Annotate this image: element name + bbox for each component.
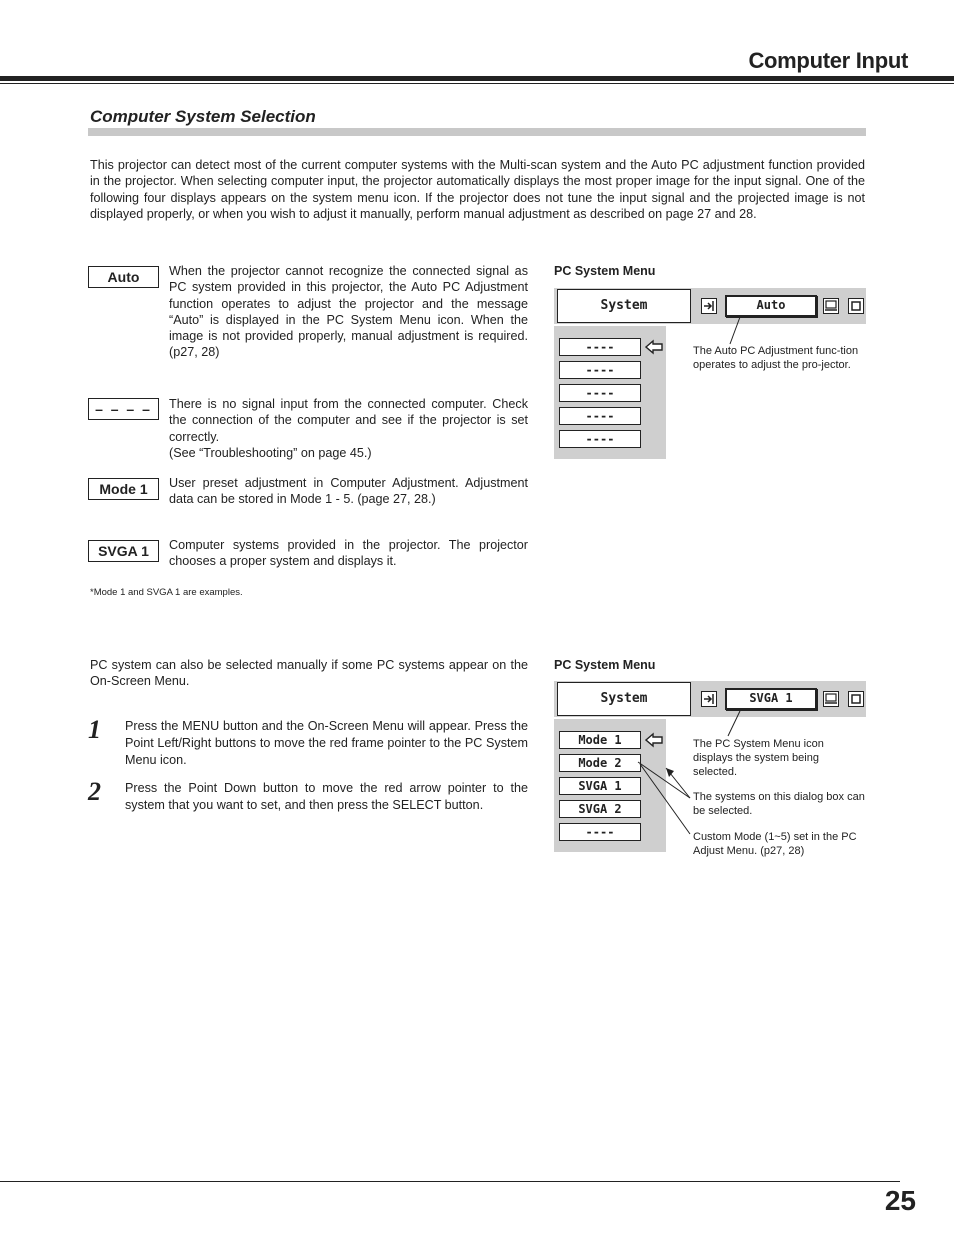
page-number: 25	[884, 1185, 916, 1216]
desc-svga1: Computer systems provided in the projector. The projector chooses a proper system and displays it.	[169, 538, 528, 569]
desc-no-signal-main: There is no signal input from the connected computer. Check the connection of the computer and see if the projector is set correctly.	[169, 397, 528, 444]
menu2-pc-adjust-icon	[823, 691, 839, 707]
menu2-list-item: ----	[559, 823, 641, 841]
desc-auto: When the projector cannot recognize the connected signal as PC system provided in this projector, the Auto PC Adjustment function operates to adjust the projector and the message “Auto” is displayed in the PC System Menu icon. When the image is not provided properly, manual adjustment is required. (p27, 28)	[169, 264, 528, 360]
footer-rule	[0, 1181, 900, 1182]
menu2-screen-icon	[848, 691, 864, 707]
menu2-system-value: SVGA 1	[725, 688, 817, 710]
menu1-list-item: ----	[559, 430, 641, 448]
menu2-list-item: Mode 1	[559, 731, 641, 749]
menu1-list-item: ----	[559, 338, 641, 356]
step-2-text: Press the Point Down button to move the red arrow pointer to the system that you want to set, and then press the SELECT button.	[125, 781, 528, 812]
key-auto: Auto	[88, 266, 159, 288]
menu1-list-item: ----	[559, 407, 641, 425]
header-rule-thick	[0, 76, 954, 81]
step-1-text: Press the MENU button and the On-Screen Menu will appear. Press the Point Left/Right buttons to move the red frame pointer to the PC System Menu icon.	[125, 719, 528, 767]
menu1-system-label: System	[557, 289, 691, 323]
key-no-signal: – – – –	[88, 398, 159, 420]
desc-no-signal-ref: (See “Troubleshooting” on page 45.)	[169, 445, 372, 460]
desc-no-signal	[169, 396, 528, 461]
menu1-label: PC System Menu	[554, 264, 656, 278]
menu2-icon-callout-line	[726, 710, 742, 738]
menu2-label: PC System Menu	[554, 658, 656, 672]
step-1-number: 1	[88, 715, 101, 744]
menu2-system-label: System	[557, 682, 691, 716]
key-svga1: SVGA 1	[88, 540, 159, 562]
header-rule-thin	[0, 83, 954, 84]
menu1-list-item: ----	[559, 361, 641, 379]
menu2-input-icon	[701, 691, 717, 707]
menu2-list-item: SVGA 2	[559, 800, 641, 818]
menu1-callout-line	[728, 316, 742, 346]
menu1-system-value: Auto	[725, 295, 817, 317]
page-header-title: Computer Input	[748, 48, 908, 73]
menu1-note: The Auto PC Adjustment func-tion operates to adjust the pro-jector.	[693, 345, 859, 371]
menu2-note-custom-mode: Custom Mode (1~5) set in the PC Adjust Menu. (p27, 28)	[693, 831, 857, 857]
menu2-note-icon: The PC System Menu icon displays the system being selected.	[693, 738, 824, 778]
intro-paragraph: This projector can detect most of the current computer systems with the Multi-scan system and the Auto PC adjustment function provided in the projector. When selecting computer input, the projector automatically displays the most proper image for the input signal. One of the following four displays appears on the system menu icon. If the projector does not tune the input signal and the projected image is not displayed properly, or when you wish to adjust it manually, perform manual adjustment as described on page 27 and 28.	[90, 158, 865, 221]
footnote: *Mode 1 and SVGA 1 are examples.	[90, 587, 243, 598]
menu1-pc-adjust-icon	[823, 298, 839, 314]
section-underline-bar	[88, 128, 866, 136]
menu1-list-item: ----	[559, 384, 641, 402]
menu1-screen-icon	[848, 298, 864, 314]
menu1-pointer-arrow-icon	[645, 339, 663, 360]
manual-intro: PC system can also be selected manually if some PC systems appear on the On-Screen Menu.	[90, 658, 528, 689]
menu2-list-item: SVGA 1	[559, 777, 641, 795]
step-2-number: 2	[88, 777, 101, 806]
section-title: Computer System Selection	[90, 107, 316, 126]
menu2-note-dialog: The systems on this dialog box can be selected.	[693, 791, 865, 817]
menu1-input-icon	[701, 298, 717, 314]
menu2-callout-lines	[600, 706, 700, 846]
menu2-list-item: Mode 2	[559, 754, 641, 772]
key-mode1: Mode 1	[88, 478, 159, 500]
desc-mode1: User preset adjustment in Computer Adjustment. Adjustment data can be stored in Mode 1 - 5. (page 27, 28.)	[169, 476, 528, 507]
